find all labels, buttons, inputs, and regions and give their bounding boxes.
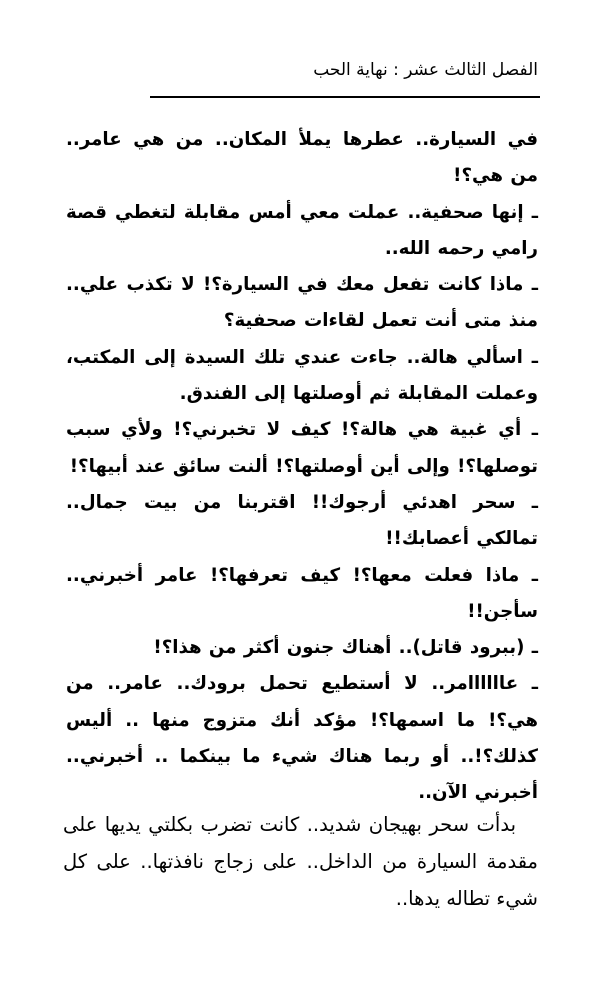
dialogue-line: ـ عاااااامر.. لا أستطيع تحمل برودك.. عامر.. من هي؟! ما اسمها؟! مؤكد أنك متزوج منها .. أليس كذلك؟!.. أو ربما هناك شيء ما بينكما .. أخبرني.. أخبرني الآن..	[66, 673, 538, 804]
header-divider	[150, 96, 540, 98]
dialogue-line: ـ سحر اهدئي أرجوك!! اقتربنا من بيت جمال.. تمالكي أعصابك!!	[66, 491, 538, 550]
dialogue-line: ـ اسألي هالة.. جاءت عندي تلك السيدة إلى المكتب، وعملت المقابلة ثم أوصلتها إلى الفندق.	[66, 346, 538, 405]
dialogue-line: ـ ماذا كانت تفعل معك في السيارة؟! لا تكذب علي.. منذ متى أنت تعمل لقاءات صحفية؟	[66, 274, 538, 332]
dialogue-line: ـ ماذا فعلت معها؟! كيف تعرفها؟! عامر أخبرني.. سأجن!!	[66, 564, 538, 622]
dialogue-line: في السيارة.. عطرها يملأ المكان.. من هي عامر.. من هي؟!	[66, 129, 538, 187]
narration-paragraph: بدأت سحر بهيجان شديد.. كانت تضرب بكلتي يديها على مقدمة السيارة من الداخل.. على زجاج نافذتها.. على كل شيء تطاله يدها..	[63, 813, 538, 910]
dialogue-line: ـ أي غبية هي هالة؟! كيف لا تخبرني؟! ولأي سبب توصلها؟! وإلى أين أوصلتها؟! ألنت سائق عند أبيها؟!	[66, 419, 538, 477]
dialogue-line: ـ (ببرود قاتل).. أهناك جنون أكثر من هذا؟!	[153, 637, 538, 659]
dialogue-line: ـ إنها صحفية.. عملت معي أمس مقابلة لتغطي قصة رامي رحمه الله..	[66, 201, 538, 259]
dialogue-block	[66, 122, 538, 812]
chapter-header: الفصل الثالث عشر : نهاية الحب	[313, 60, 538, 80]
